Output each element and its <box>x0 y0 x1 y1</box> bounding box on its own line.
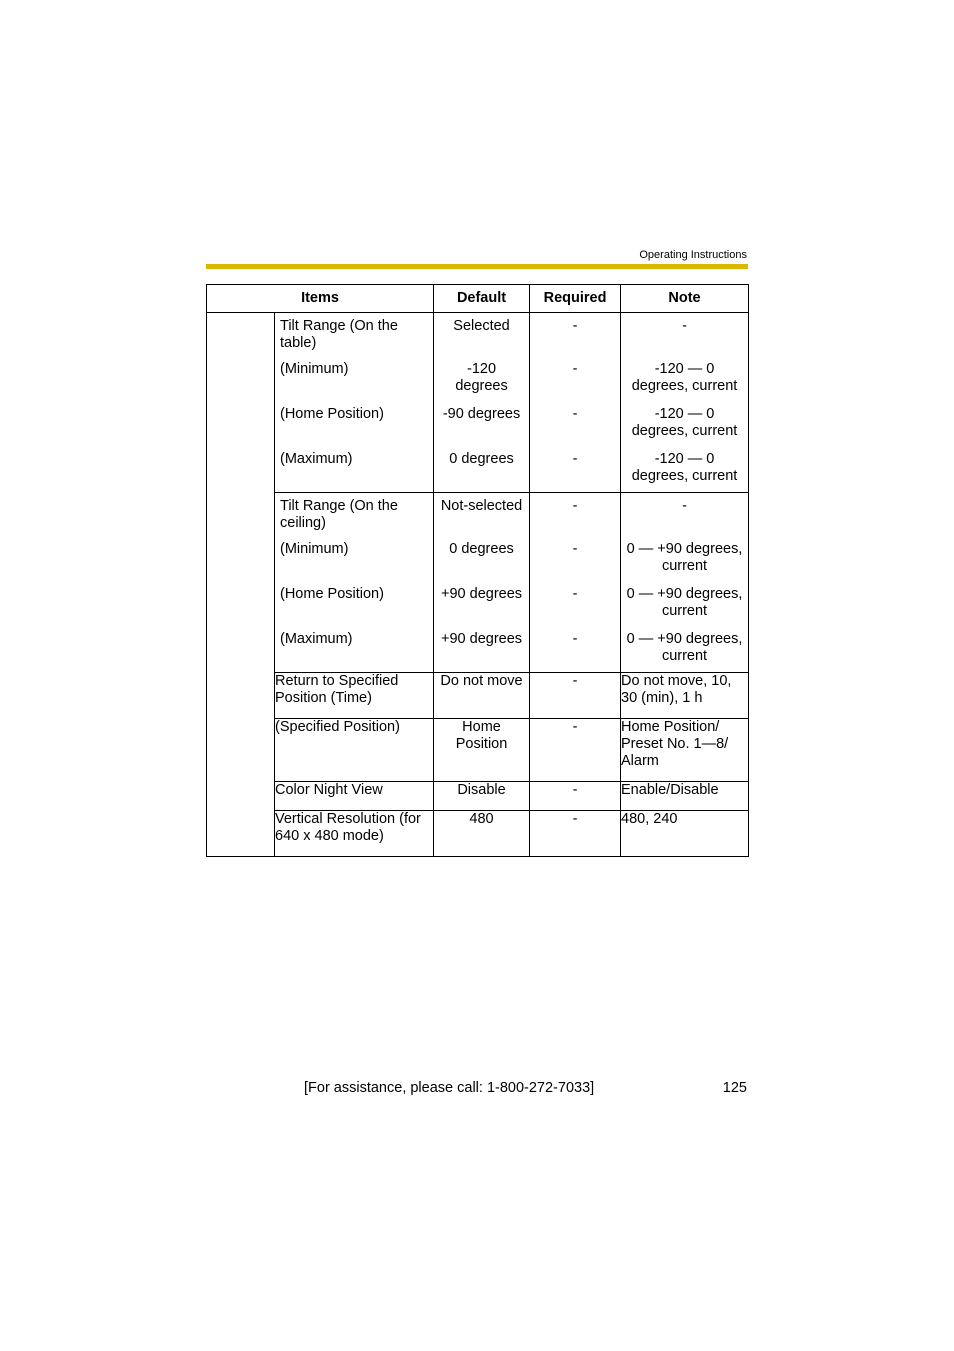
note-cell: Do not move, 10, 30 (min), 1 h <box>621 673 749 719</box>
required-text: - <box>572 361 578 377</box>
required-cell <box>530 493 621 673</box>
header-items: Items <box>207 285 434 313</box>
header-note: Note <box>621 285 749 313</box>
note-cell <box>621 313 749 493</box>
table-row <box>207 782 749 811</box>
required-cell: - <box>530 719 621 782</box>
default-cell <box>434 313 530 493</box>
note-text: Home Position/ Preset No. 1—8/ Alarm <box>621 719 729 769</box>
item-text: (Minimum) <box>280 541 349 557</box>
table-row <box>207 719 749 782</box>
note-cell: Enable/Disable <box>621 782 749 811</box>
item-cell: Vertical Resolution (for 640 x 480 mode) <box>275 811 434 857</box>
table-header-row <box>207 285 749 313</box>
required-text: - <box>572 406 578 422</box>
default-text: Not-selected <box>440 498 523 514</box>
default-text: -120 degrees <box>455 361 508 394</box>
note-text: 0 — +90 degrees, current <box>626 631 743 664</box>
item-cell: Return to Specified Position (Time) <box>275 673 434 719</box>
default-cell: Disable <box>434 782 530 811</box>
item-cell: (Specified Position) <box>275 719 434 782</box>
item-text: Tilt Range (On the ceiling) <box>280 498 398 531</box>
required-text: - <box>572 451 578 467</box>
default-cell: 480 <box>434 811 530 857</box>
settings-table <box>206 284 749 857</box>
item-text: (Home Position) <box>280 406 384 422</box>
item-text: (Maximum) <box>280 631 353 647</box>
item-text: (Minimum) <box>280 361 349 377</box>
note-text: 0 — +90 degrees, current <box>626 586 743 619</box>
required-cell: - <box>530 673 621 719</box>
table-row <box>207 313 749 493</box>
required-cell: - <box>530 811 621 857</box>
item-cell: Color Night View <box>275 782 434 811</box>
note-text: - <box>682 498 687 514</box>
category-cell <box>207 313 275 857</box>
required-text: - <box>572 541 578 557</box>
required-cell: - <box>530 782 621 811</box>
item-text: Tilt Range (On the table) <box>280 318 398 351</box>
required-cell <box>530 313 621 493</box>
required-text: - <box>572 318 578 334</box>
note-text: -120 — 0 degrees, current <box>631 451 738 484</box>
page-number: 125 <box>722 1080 747 1096</box>
default-text: 0 degrees <box>449 451 514 467</box>
default-text: +90 degrees <box>441 631 523 647</box>
assistance-footer: [For assistance, please call: 1-800-272-7033] <box>304 1080 595 1096</box>
default-cell <box>434 719 530 782</box>
required-text: - <box>572 498 578 514</box>
item-text: (Home Position) <box>280 586 384 602</box>
header-required: Required <box>530 285 621 313</box>
required-text: - <box>572 586 578 602</box>
default-text: +90 degrees <box>441 586 523 602</box>
default-cell: Do not move <box>434 673 530 719</box>
default-text: Selected <box>453 318 510 334</box>
item-cell <box>275 313 434 493</box>
default-text: Home Position <box>455 719 508 752</box>
item-cell <box>275 493 434 673</box>
note-text: - <box>682 318 687 334</box>
default-text: -90 degrees <box>442 406 521 422</box>
table-row <box>207 811 749 857</box>
required-text: - <box>572 631 578 647</box>
header-default: Default <box>434 285 530 313</box>
header-rule <box>206 264 748 269</box>
note-text: 0 — +90 degrees, current <box>626 541 743 574</box>
note-cell <box>621 493 749 673</box>
note-cell <box>621 719 749 782</box>
table-row <box>207 493 749 673</box>
item-text: (Maximum) <box>280 451 353 467</box>
default-cell <box>434 493 530 673</box>
note-cell: 480, 240 <box>621 811 749 857</box>
table-row <box>207 673 749 719</box>
default-text: 0 degrees <box>449 541 514 557</box>
running-header: Operating Instructions <box>639 249 747 261</box>
note-text: -120 — 0 degrees, current <box>631 406 738 439</box>
note-text: -120 — 0 degrees, current <box>631 361 738 394</box>
